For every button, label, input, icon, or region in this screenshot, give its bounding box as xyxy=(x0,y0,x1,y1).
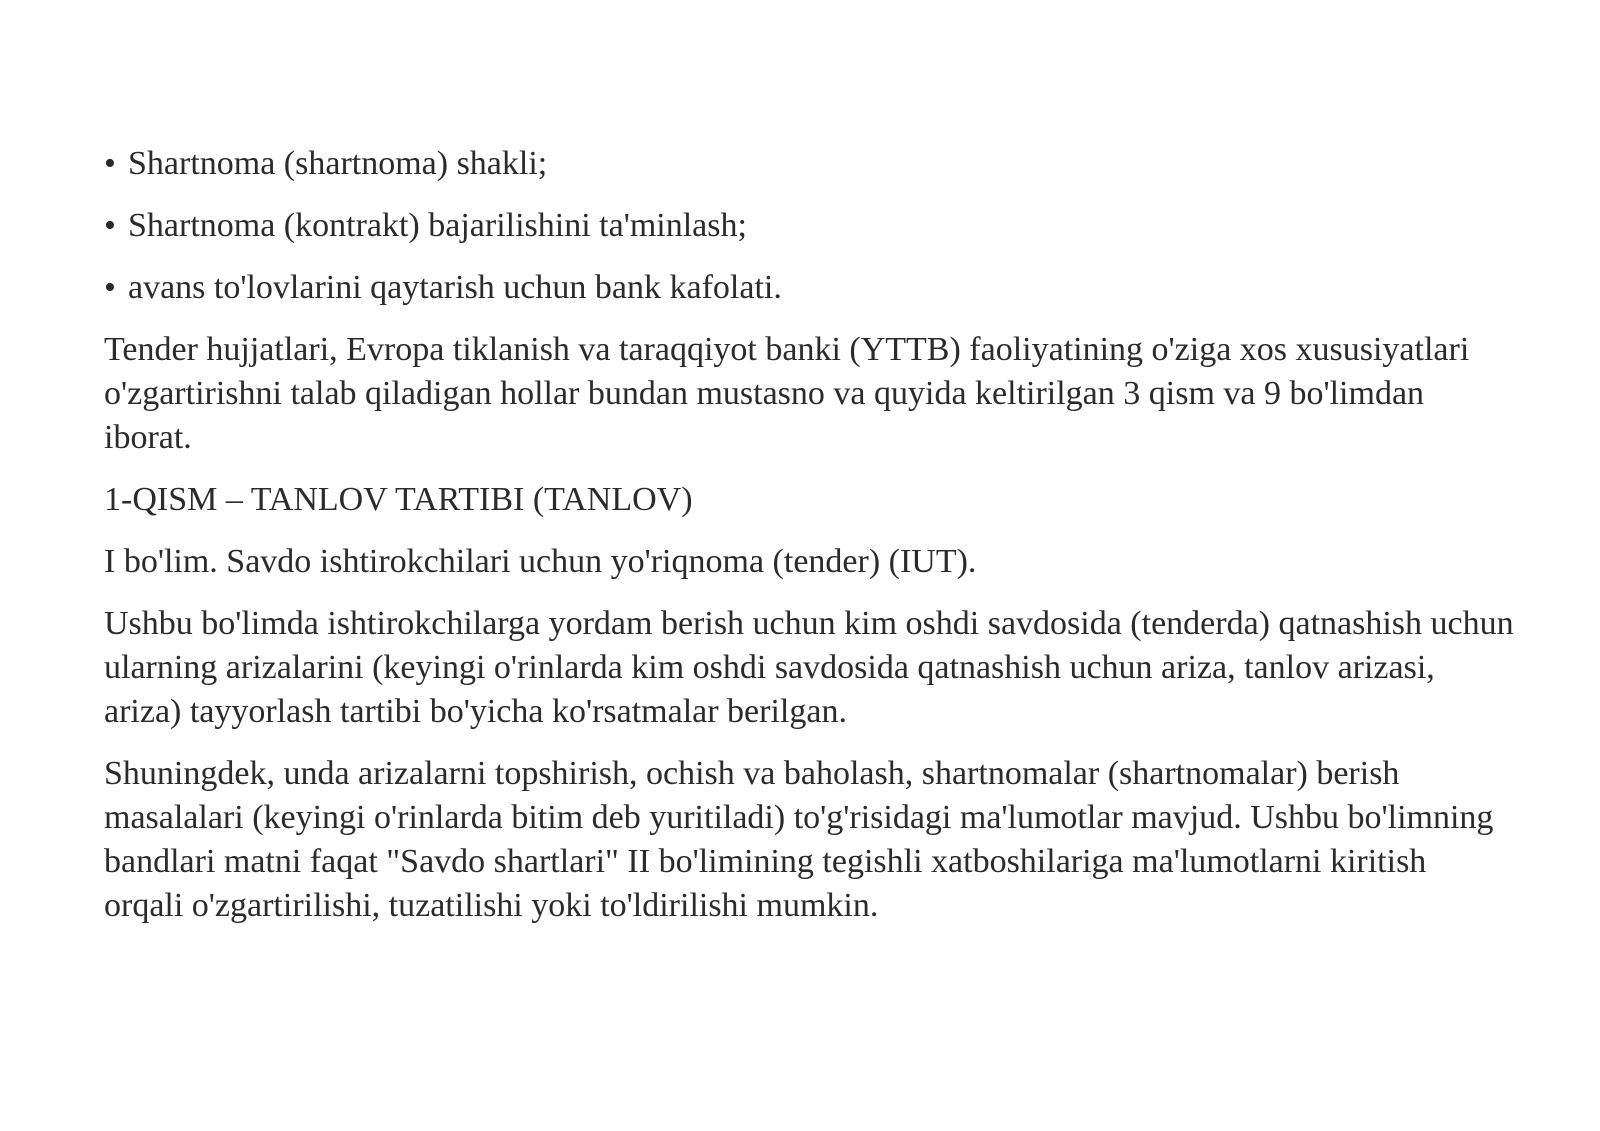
paragraph-details: Shuningdek, unda arizalarni topshirish, ochish va baholash, shartnomalar (shartnomalar) berish masalalari (keyingi o'rinlarda bitim deb yuritiladi) to'g'risidagi ma'lumotlar mavjud. Ushbu bo'limning bandlari matni faqat "Savdo shartlari" II bo'limining tegishli xatboshilariga ma'lumotlarni kiritish orqali o'zgartirilishi, tuzatilishi yoki to'ldirilishi mumkin. xyxy=(104,755,1494,924)
bullet-item xyxy=(104,204,1514,248)
paragraph-intro: Tender hujjatlari, Evropa tiklanish va taraqqiyot banki (YTTB) faoliyatining o'ziga xos xususiyatlari o'zgartirishni talab qiladigan hollar bundan mustasno va quyida keltirilgan 3 qism va 9 bo'limdan iborat. xyxy=(104,331,1470,456)
bullet-marker: • xyxy=(104,207,116,244)
subsection-title: I bo'lim. Savdo ishtirokchilari uchun yo'riqnoma (tender) (IUT). xyxy=(104,543,977,580)
bullet-text: avans to'lovlarini qaytarish uchun bank kafolati. xyxy=(128,269,782,306)
bullet-text: Shartnoma (shartnoma) shakli; xyxy=(128,145,548,182)
bullet-text: Shartnoma (kontrakt) bajarilishini ta'minlash; xyxy=(128,207,747,244)
bullet-marker: • xyxy=(104,145,116,182)
section-heading: 1-QISM – TANLOV TARTIBI (TANLOV) xyxy=(104,481,693,518)
bullet-marker: • xyxy=(104,269,116,306)
bullet-item xyxy=(104,266,1514,310)
bullet-item xyxy=(104,142,1514,186)
document-body xyxy=(104,142,1514,946)
paragraph-description: Ushbu bo'limda ishtirokchilarga yordam berish uchun kim oshdi savdosida (tenderda) qatnashish uchun ularning arizalarini (keyingi o'rinlarda kim oshdi savdosida qatnashish uchun ariza, tanlov arizasi, ariza) tayyorlash tartibi bo'yicha ko'rsatmalar berilgan. xyxy=(104,605,1514,730)
